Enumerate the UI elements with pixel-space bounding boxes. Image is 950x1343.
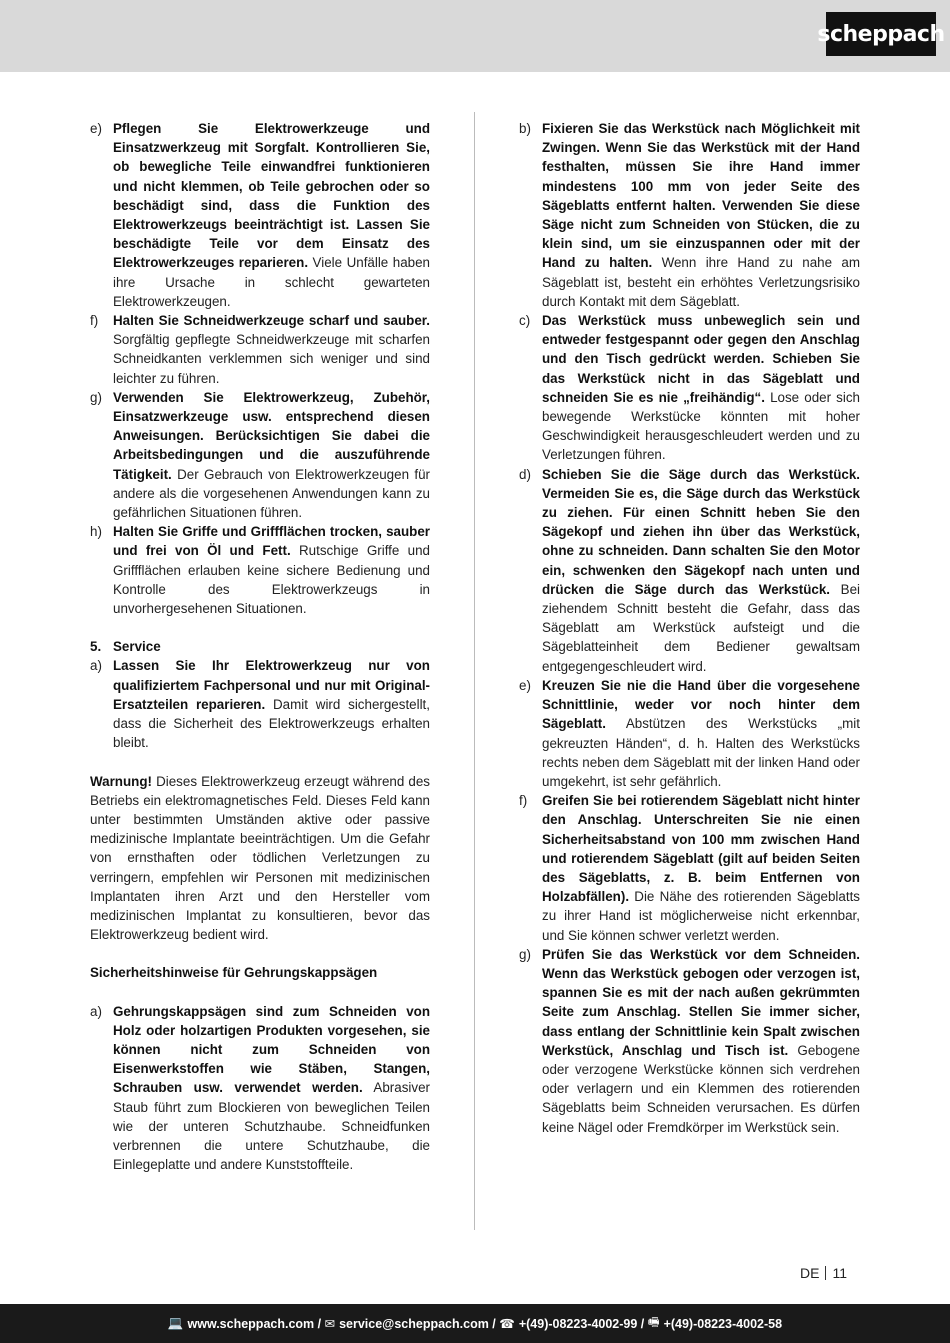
list-item: h) Halten Sie Griffe und Griffflächen trocken, sauber und frei von Öl und Fett. Rutschige Griffe und Griffflächen erlauben keine sichere Bedienung und Kontrolle des Elektrowerkzeugs in unvorhergesehenen Situationen. <box>90 524 431 617</box>
service-heading: 5. Service <box>90 639 161 655</box>
column-divider <box>474 112 475 1230</box>
list-item: f) Halten Sie Schneidwerkzeuge scharf und sauber. Sorgfältig gepflegte Schneidwerkzeuge mit scharfen Schneidkanten verklemmen sich weniger und sind leichter zu führen. <box>90 313 430 386</box>
list-item: e) Kreuzen Sie nie die Hand über die vorgesehene Schnittlinie, weder vor noch hinter dem Sägeblatt. Abstützen des Werkstücks „mit gekreuzten Händen“, d. h. Halten des Werkstücks rechts neben dem Sägeblatt mit der linken Hand oder umgekehrt, ist sehr gefährlich. <box>519 677 860 789</box>
email-link[interactable]: service@scheppach.com <box>339 1316 489 1331</box>
list-item: a) Gehrungskappsägen sind zum Schneiden von Holz oder holzartigen Produkten vorgesehen, sie können nicht zum Schneiden von Eisenwerkstoffen wie Stäben, Stangen, Schrauben usw. verwendet werden. Abrasiver Staub führt zum Blockieren von beweglichen Teilen wie der unteren Schutzhaube. Schneidfunken verbrennen die untere Schutzhaube, die Einlegeplatte und andere Kunststoffteile. <box>90 1003 430 1173</box>
list-item: a) Lassen Sie Ihr Elektrowerkzeug nur von qualifiziertem Fachpersonal und nur mit Original-Ersatzteilen reparieren. Damit wird sichergestellt, dass die Sicherheit des Elektrowerkzeugs erhalten bleibt. <box>90 658 430 751</box>
list-item: c) Das Werkstück muss unbeweglich sein und entweder festgespannt oder gegen den Anschlag und den Tisch gedrückt werden. Schieben Sie das Werkstück nicht in das Sägeblatt und schneiden Sie es nie „freihändig“. Lose oder sich bewegende Werkstücke könnten mit hoher Geschwindigkeit herausgeschleudert werden und zu Verletzungen führen. <box>519 313 860 463</box>
website-link[interactable]: www.scheppach.com <box>187 1316 315 1331</box>
list-item: e) Pflegen Sie Elektrowerkzeuge und Einsatzwerkzeug mit Sorgfalt. Kontrollieren Sie, ob bewegliche Teile einwandfrei funktionieren und nicht klemmen, ob Teile gebrochen oder so beschädigt sind, dass die Funktion des Elektrowerkzeugs beeinträchtigt ist. Lassen Sie beschädigte Teile vor dem Einsatz des Elektrowerkzeuges reparieren. Viele Unfälle haben ihre Ursache in schlecht gewarteten Elektrowerkzeugen. <box>90 121 430 309</box>
scheppach-logo: scheppach <box>826 12 936 56</box>
list-item: g) Verwenden Sie Elektrowerkzeug, Zubehör, Einsatzwerkzeuge usw. entsprechend diesen Anweisungen. Berücksichtigen Sie dabei die Arbeitsbedingungen und die auszuführende Tätigkeit. Der Gebrauch von Elektrowerkzeugen für andere als die vorgesehenen Anwendungen kann zu gefährlichen Situationen führen. <box>90 389 430 521</box>
page-number: DE 11 <box>800 1265 847 1281</box>
list-item: d) Schieben Sie die Säge durch das Werkstück. Vermeiden Sie es, die Säge durch das Werkstück zu ziehen. Für einen Schnitt heben Sie den Sägekopf und ziehen ihn über das Werkstück, ohne zu schneiden. Dann schalten Sie den Motor ein, schwenken den Sägekopf nach unten und drücken die Säge durch das Werkstück. Bei ziehendem Schnitt besteht die Gefahr, dass das Sägeblatt am Werkstück aufsteigt und die Sägeblatteinheit dem Bediener gewaltsam entgegengeschleudert wird. <box>519 466 860 674</box>
left-column <box>90 119 430 1174</box>
phone-icon: ☎ <box>499 1317 515 1331</box>
mail-icon: ✉ <box>324 1317 336 1331</box>
laptop-icon: 💻 <box>167 1316 184 1330</box>
footer-bar: 💻 www.scheppach.com / ✉ service@scheppach.com / ☎ +(49)-08223-4002-99 / 🖷 +(49)-08223-4002-58 <box>0 1304 950 1343</box>
page-number-separator <box>825 1266 826 1280</box>
phone-number: +(49)-08223-4002-99 <box>518 1316 638 1331</box>
list-item: f) Greifen Sie bei rotierendem Sägeblatt nicht hinter den Anschlag. Unterschreiten Sie nie einen Sicherheitsabstand von 100 mm zwischen Hand und rotierendem Sägeblatt (gilt auf beiden Seiten des Sägeblatts, z. B. beim Entfernen von Holzabfällen). Die Nähe des rotierenden Sägeblatts zu ihrer Hand ist möglicherweise nicht erkennbar, und Sie können schwer verletzt werden. <box>519 793 860 943</box>
fax-number: +(49)-08223-4002-58 <box>663 1316 783 1331</box>
list-item: b) Fixieren Sie das Werkstück nach Möglichkeit mit Zwingen. Wenn Sie das Werkstück mit der Hand festhalten, müssen Sie ihre Hand immer mindestens 100 mm von jeder Seite des Sägeblatts entfernt halten. Verwenden Sie diese Säge nicht zum Schneiden von Stücken, die zu klein sind, um sie einzuspannen oder mit der Hand zu halten. Wenn ihre Hand zu nahe am Sägeblatt ist, besteht ein erhöhtes Verletzungsrisiko durch Kontakt mit dem Sägeblatt. <box>519 121 861 309</box>
right-column <box>519 119 860 1137</box>
list-item: g) Prüfen Sie das Werkstück vor dem Schneiden. Wenn das Werkstück gebogen oder verzogen ist, spannen Sie es mit der nach außen gekrümmten Seite zum Anschlag. Stellen Sie immer sicher, dass entlang der Schnittlinie kein Spalt zwischen Werkstück, Anschlag und Tisch ist. Gebogene oder verzogene Werkstücke können sich verdrehen oder verlagern und ein Klemmen des rotierenden Sägeblatts beim Schneiden verursachen. Es dürfen keine Nägel oder Fremdkörper im Werkstück sein. <box>519 946 860 1135</box>
header-bar <box>0 0 950 72</box>
section-heading: Sicherheitshinweise für Gehrungskappsägen <box>90 965 378 981</box>
warning-paragraph: Warnung! Dieses Elektrowerkzeug erzeugt während des Betriebs ein elektromagnetisches Feld. Dieses Feld kann unter bestimmten Umständen aktive oder passive medizinische Implantate beeinträchtigen. Um die Gefahr von ernsthaften oder tödlichen Verletzungen zu verringern, empfehlen wir Personen mit medizinischen Implantaten ihren Arzt und den Hersteller vom medizinischen Implantat zu konsultieren, bevor das Elektrowerkzeug bedient wird. <box>90 773 430 943</box>
fax-icon: 🖷 <box>647 1315 660 1329</box>
